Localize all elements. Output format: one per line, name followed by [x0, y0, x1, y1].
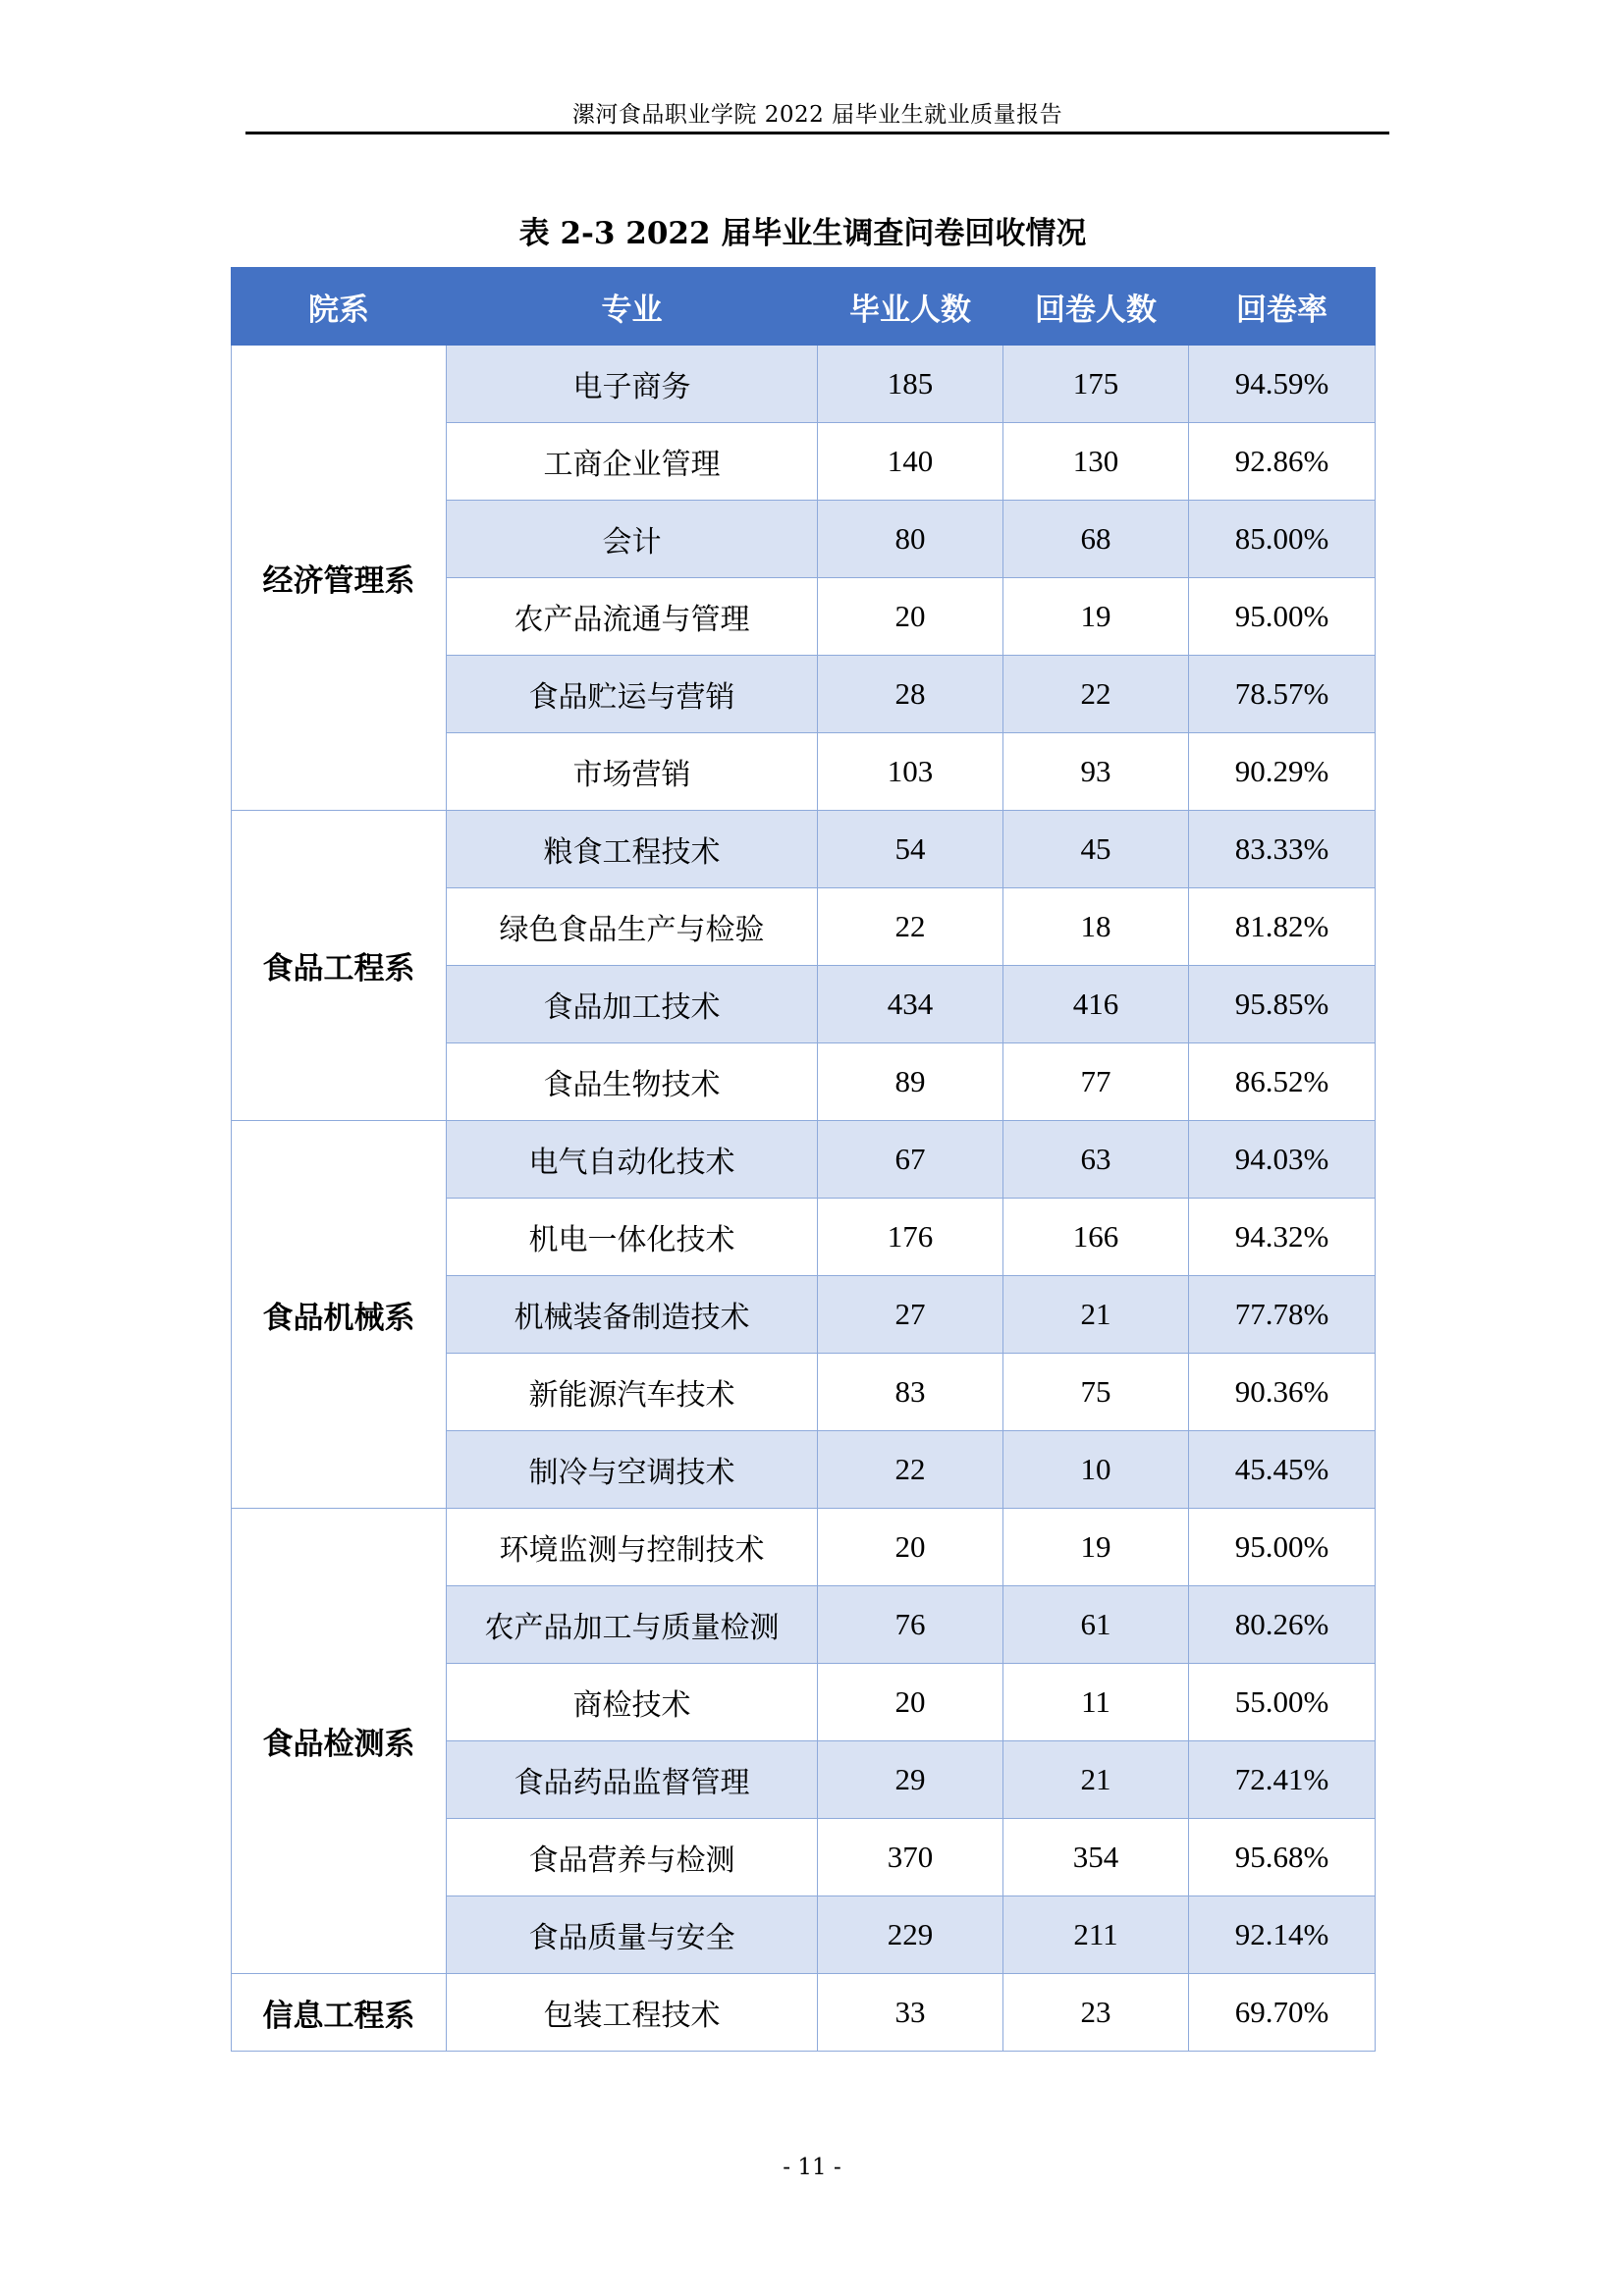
responses-cell: 416 [1003, 966, 1189, 1043]
major-cell: 食品营养与检测 [447, 1819, 818, 1896]
responses-cell: 10 [1003, 1431, 1189, 1509]
response-rate-cell: 94.03% [1189, 1121, 1376, 1199]
responses-cell: 77 [1003, 1043, 1189, 1121]
responses-cell: 354 [1003, 1819, 1189, 1896]
table-caption: 表 2-3 2022 届毕业生调查问卷回收情况 [518, 216, 1087, 251]
header-rule [245, 132, 1389, 134]
response-rate-cell: 69.70% [1189, 1974, 1376, 2052]
table-header-row [232, 268, 1376, 346]
responses-cell: 211 [1003, 1896, 1189, 1974]
major-cell: 商检技术 [447, 1664, 818, 1741]
header-responses: 回卷人数 [1003, 268, 1189, 346]
graduates-cell: 20 [818, 1664, 1003, 1741]
major-cell: 食品加工技术 [447, 966, 818, 1043]
graduates-cell: 103 [818, 733, 1003, 811]
response-rate-cell: 95.85% [1189, 966, 1376, 1043]
response-rate-cell: 81.82% [1189, 888, 1376, 966]
table-row [232, 1509, 1376, 1586]
response-rate-cell: 85.00% [1189, 501, 1376, 578]
responses-cell: 68 [1003, 501, 1189, 578]
responses-cell: 21 [1003, 1741, 1189, 1819]
responses-cell: 130 [1003, 423, 1189, 501]
graduates-cell: 185 [818, 346, 1003, 423]
major-cell: 会计 [447, 501, 818, 578]
major-cell: 食品药品监督管理 [447, 1741, 818, 1819]
responses-cell: 61 [1003, 1586, 1189, 1664]
major-cell: 新能源汽车技术 [447, 1354, 818, 1431]
graduates-cell: 80 [818, 501, 1003, 578]
graduates-cell: 33 [818, 1974, 1003, 2052]
major-cell: 制冷与空调技术 [447, 1431, 818, 1509]
major-cell: 机电一体化技术 [447, 1199, 818, 1276]
response-rate-cell: 90.36% [1189, 1354, 1376, 1431]
major-cell: 电气自动化技术 [447, 1121, 818, 1199]
graduates-cell: 83 [818, 1354, 1003, 1431]
department-name: 食品工程系 [232, 811, 447, 1121]
response-rate-cell: 95.00% [1189, 1509, 1376, 1586]
response-rate-cell: 78.57% [1189, 656, 1376, 733]
graduates-cell: 27 [818, 1276, 1003, 1354]
responses-cell: 19 [1003, 1509, 1189, 1586]
graduates-cell: 434 [818, 966, 1003, 1043]
header-graduates: 毕业人数 [818, 268, 1003, 346]
major-cell: 工商企业管理 [447, 423, 818, 501]
responses-cell: 22 [1003, 656, 1189, 733]
response-rate-cell: 94.59% [1189, 346, 1376, 423]
response-rate-cell: 94.32% [1189, 1199, 1376, 1276]
responses-cell: 45 [1003, 811, 1189, 888]
department-name: 食品检测系 [232, 1509, 447, 1974]
responses-cell: 75 [1003, 1354, 1189, 1431]
major-cell: 包装工程技术 [447, 1974, 818, 2052]
graduates-cell: 89 [818, 1043, 1003, 1121]
responses-cell: 93 [1003, 733, 1189, 811]
responses-cell: 63 [1003, 1121, 1189, 1199]
major-cell: 食品生物技术 [447, 1043, 818, 1121]
graduates-cell: 229 [818, 1896, 1003, 1974]
department-name: 经济管理系 [232, 346, 447, 811]
major-cell: 市场营销 [447, 733, 818, 811]
response-rate-cell: 86.52% [1189, 1043, 1376, 1121]
major-cell: 农产品流通与管理 [447, 578, 818, 656]
responses-cell: 166 [1003, 1199, 1189, 1276]
response-rate-cell: 83.33% [1189, 811, 1376, 888]
responses-cell: 175 [1003, 346, 1189, 423]
header-department: 院系 [232, 268, 447, 346]
graduates-cell: 140 [818, 423, 1003, 501]
graduates-cell: 67 [818, 1121, 1003, 1199]
response-rate-cell: 92.86% [1189, 423, 1376, 501]
table-row [232, 1121, 1376, 1199]
header-response-rate: 回卷率 [1189, 268, 1376, 346]
responses-cell: 11 [1003, 1664, 1189, 1741]
response-rate-cell: 95.00% [1189, 578, 1376, 656]
major-cell: 机械装备制造技术 [447, 1276, 818, 1354]
major-cell: 粮食工程技术 [447, 811, 818, 888]
table-body [232, 346, 1376, 2052]
graduates-cell: 20 [818, 578, 1003, 656]
responses-cell: 23 [1003, 1974, 1189, 2052]
major-cell: 食品质量与安全 [447, 1896, 818, 1974]
graduates-cell: 176 [818, 1199, 1003, 1276]
response-rate-cell: 45.45% [1189, 1431, 1376, 1509]
department-name: 食品机械系 [232, 1121, 447, 1509]
table-row [232, 1974, 1376, 2052]
response-rate-cell: 80.26% [1189, 1586, 1376, 1664]
graduates-cell: 76 [818, 1586, 1003, 1664]
response-rate-cell: 90.29% [1189, 733, 1376, 811]
graduates-cell: 29 [818, 1741, 1003, 1819]
response-rate-cell: 55.00% [1189, 1664, 1376, 1741]
graduates-cell: 370 [818, 1819, 1003, 1896]
major-cell: 电子商务 [447, 346, 818, 423]
graduates-cell: 22 [818, 888, 1003, 966]
response-rate-cell: 95.68% [1189, 1819, 1376, 1896]
major-cell: 绿色食品生产与检验 [447, 888, 818, 966]
graduates-cell: 28 [818, 656, 1003, 733]
page-number: - 11 - [783, 2155, 841, 2180]
response-rate-cell: 92.14% [1189, 1896, 1376, 1974]
table-row [232, 811, 1376, 888]
major-cell: 环境监测与控制技术 [447, 1509, 818, 1586]
header-major: 专业 [447, 268, 818, 346]
graduates-cell: 54 [818, 811, 1003, 888]
responses-cell: 18 [1003, 888, 1189, 966]
graduates-cell: 22 [818, 1431, 1003, 1509]
running-header: 漯河食品职业学院 2022 届毕业生就业质量报告 [571, 102, 1063, 128]
survey-return-table [231, 267, 1376, 2052]
responses-cell: 21 [1003, 1276, 1189, 1354]
major-cell: 食品贮运与营销 [447, 656, 818, 733]
response-rate-cell: 77.78% [1189, 1276, 1376, 1354]
major-cell: 农产品加工与质量检测 [447, 1586, 818, 1664]
response-rate-cell: 72.41% [1189, 1741, 1376, 1819]
graduates-cell: 20 [818, 1509, 1003, 1586]
table-row [232, 346, 1376, 423]
department-name: 信息工程系 [232, 1974, 447, 2052]
responses-cell: 19 [1003, 578, 1189, 656]
